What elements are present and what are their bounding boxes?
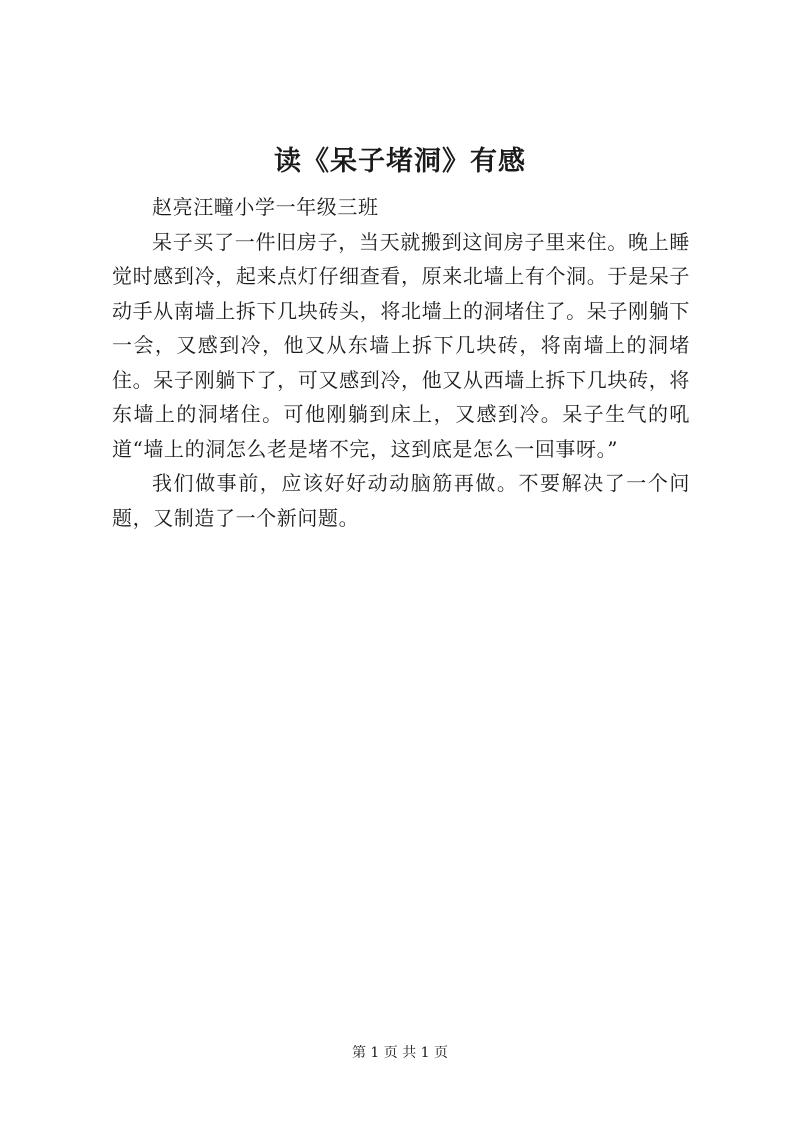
page-footer: 第 1 页 共 1 页 — [351, 1045, 449, 1061]
paragraph-story: 呆子买了一件旧房子，当天就搬到这间房子里来住。晚上睡觉时感到冷，起来点灯仔细查看，原来北墙上有个洞。于是呆子动手从南墙上拆下几块砖头，将北墙上的洞堵住了。呆子刚躺下一会，又感到冷，他又从东墙上拆下几块砖，将南墙上的洞堵住。呆子刚躺下了，可又感到冷，他又从西墙上拆下几块砖，将东墙上的洞堵住。可他刚躺到床上，又感到冷。呆子生气的吼道“墙上的洞怎么老是堵不完，这到底是怎么一回事呀。” — [112, 229, 690, 461]
document-body — [112, 190, 690, 535]
author-byline: 赵亮汪疃小学一年级三班 — [152, 195, 379, 219]
paragraph-reflection: 我们做事前，应该好好动动脑筋再做。不要解决了一个问题，又制造了一个新问题。 — [112, 471, 690, 530]
document-title: 读《呆子堵洞》有感 — [274, 146, 526, 177]
